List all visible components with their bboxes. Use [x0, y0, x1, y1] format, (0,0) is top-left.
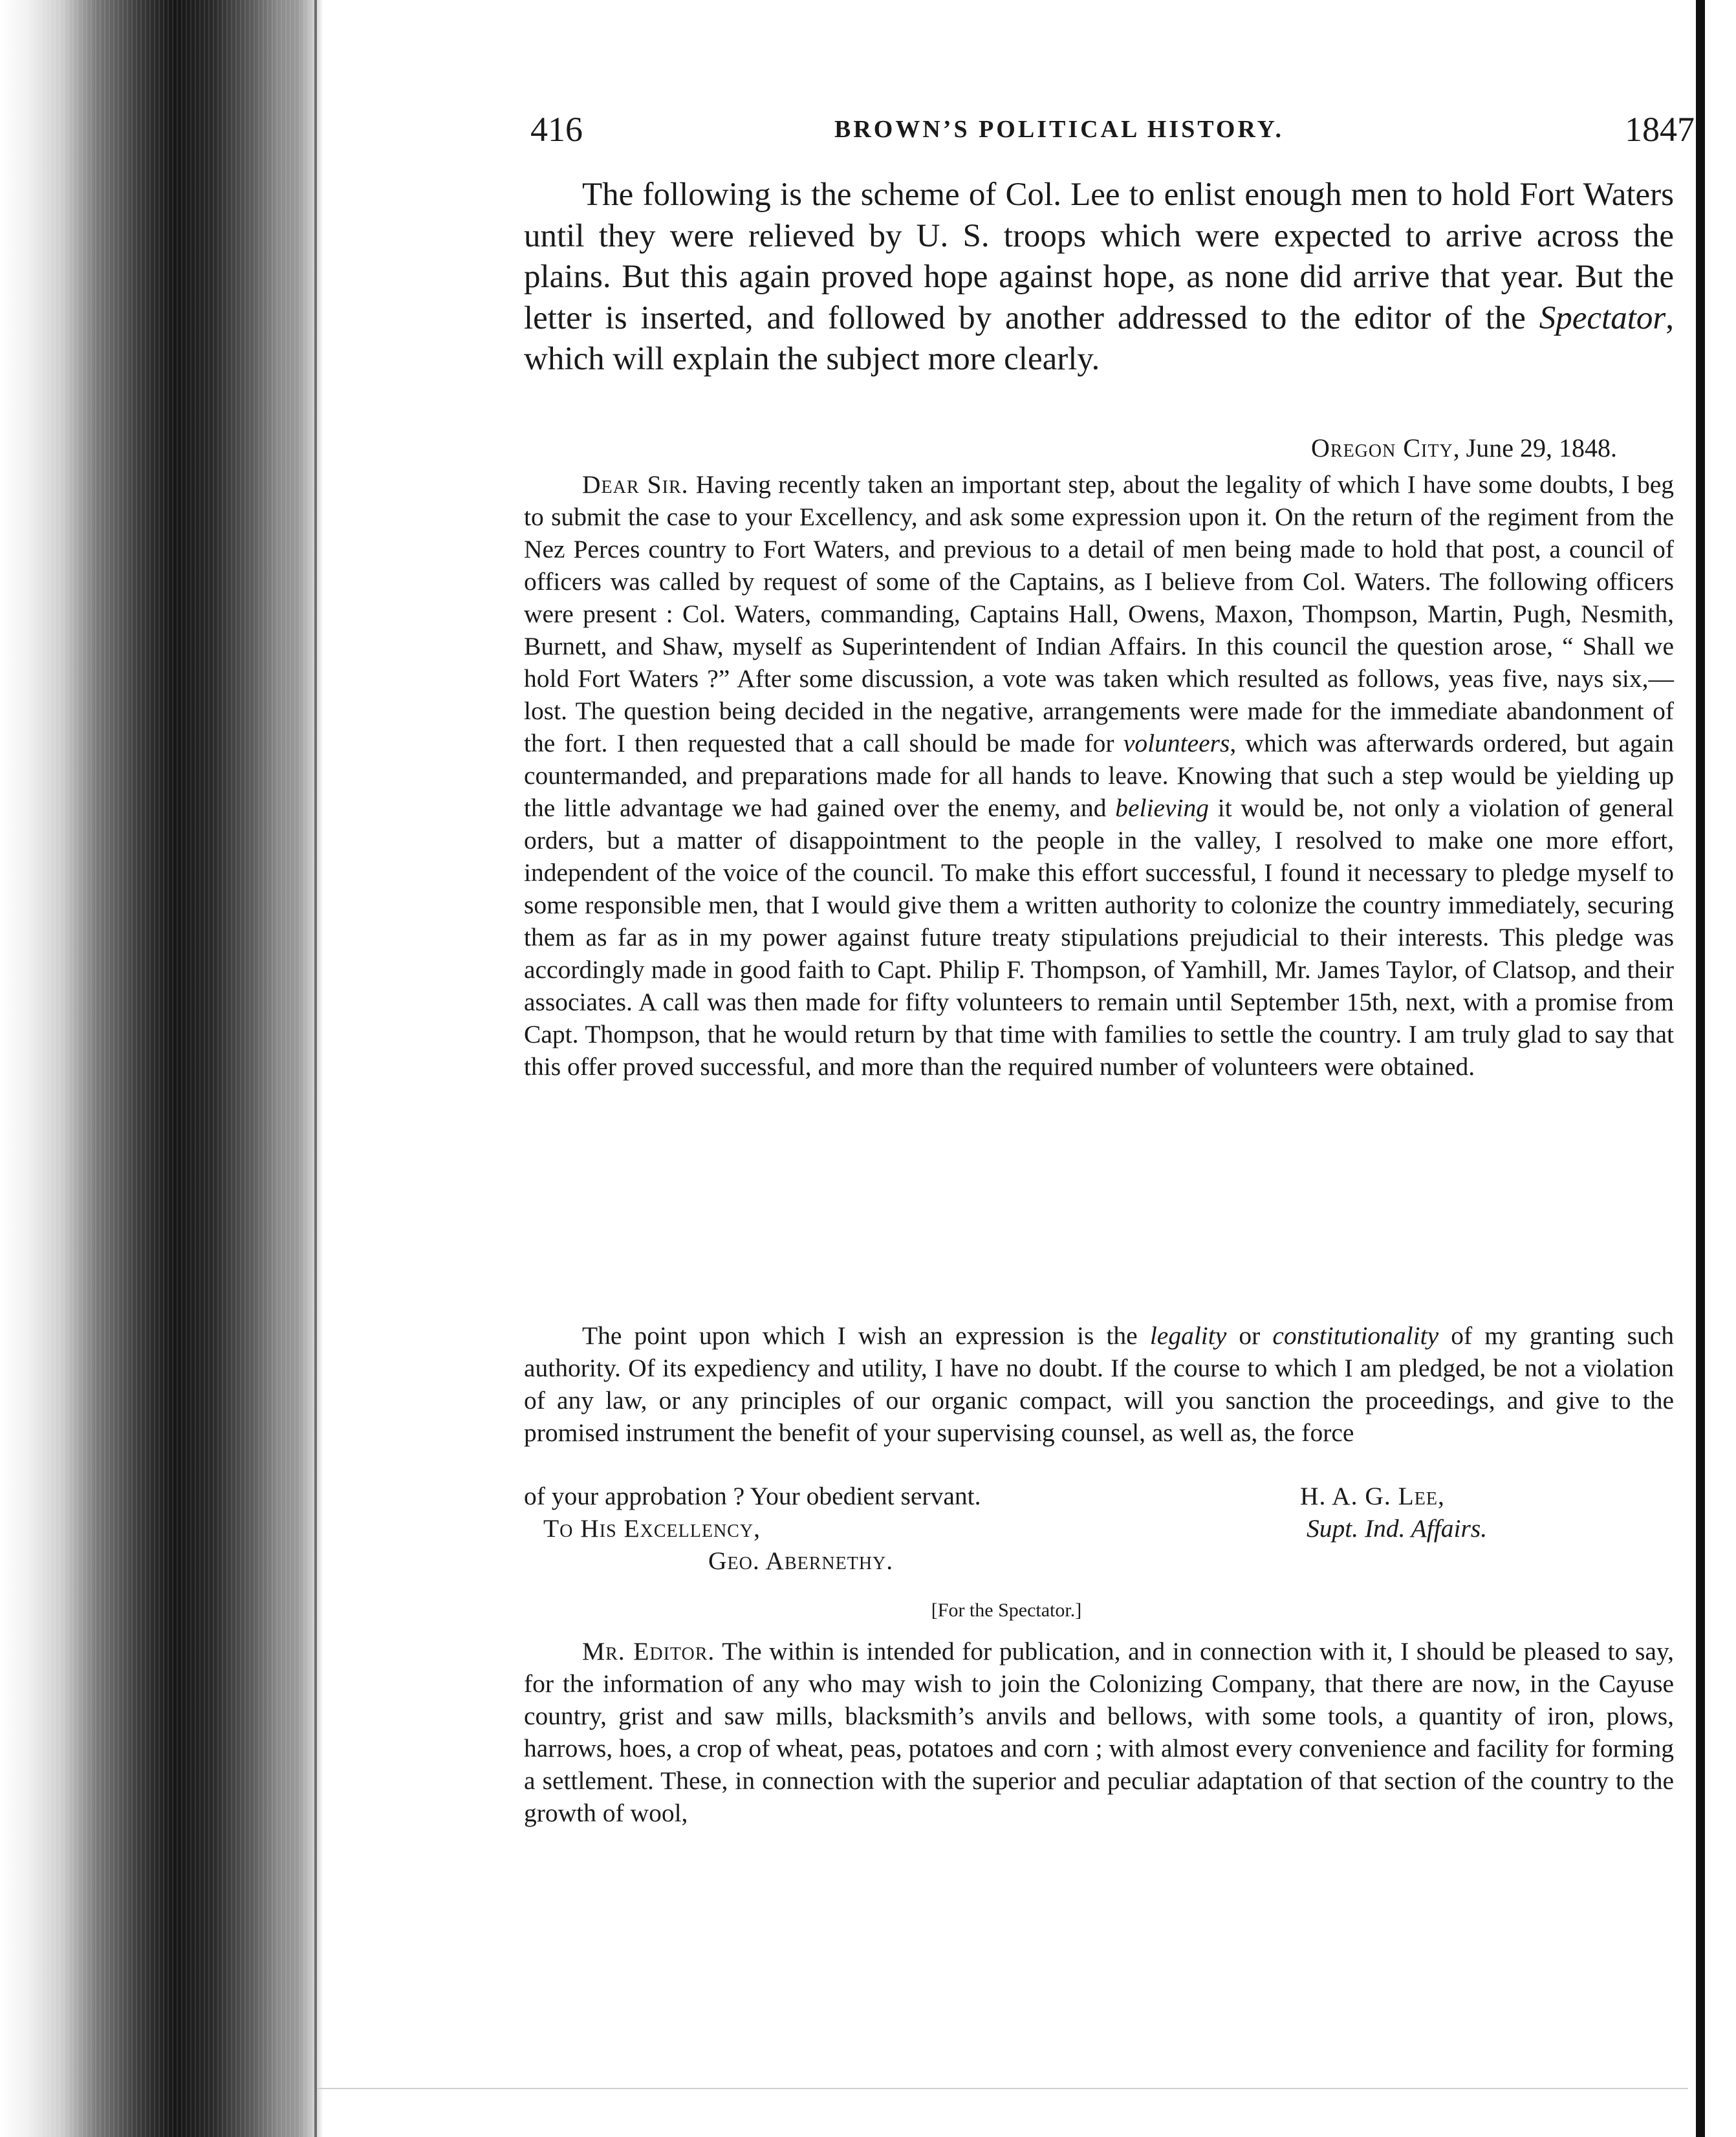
running-title: BROWN’S POLITICAL HISTORY. — [834, 116, 1285, 143]
letter-p1-text-b: , which was afterwards ordered, but again countermanded, and preparations made for all hands to leave. Knowing that such a step would be yielding up the little advantage we had gained over the enemy, and — [524, 729, 1674, 822]
signature-title: Supt. Ind. Affairs. — [1307, 1514, 1488, 1543]
editor-salutation: Mr. Editor. — [582, 1637, 715, 1665]
right-scan-border — [1696, 0, 1705, 2137]
header-year: 1847 — [1625, 110, 1695, 149]
editor-letter-text: The within is intended for publication, and in connection with it, I should be pleased to say, for the information of any who may wish to join the Colonizing Company, that there are now, in the Cayuse country, grist and saw mills, blacksmith’s anvils and bellows, with some tools, a quantity of iron, plows, harrows, hoes, a crop of wheat, peas, potatoes and corn ; with almost every convenience and facility for forming a settlement. These, in connection with the superior and peculiar adaptation of that section of the country to the growth of wool, — [524, 1637, 1674, 1827]
letter-p1-text-c: it would be, not only a violation of general orders, but a matter of disappointment to the people in the valley, I resolved to make one more effort, independent of the voice of the council. To make this effort successful, I found it necessary to pledge myself to some responsible men, that I would give them a written authority to colonize the country immediately, securing them as far as in my power against future treaty stipulations prejudicial to their interests. This pledge was accordingly made in good faith to Capt. Philip F. Thompson, of Yamhill, Mr. James Taylor, of Clatsop, and their associates. A call was then made for fifty volunteers to remain until September 15th, next, with a promise from Capt. Thompson, that he would return by that time with families to settle the country. I am truly glad to say that this offer proved successful, and more than the required number of volunteers were obtained. — [524, 794, 1674, 1081]
letter-paragraph-2 — [524, 1319, 1674, 1449]
signature-name: H. A. G. Lee, — [1300, 1482, 1445, 1510]
running-header — [530, 103, 1695, 155]
editor-letter-paragraph — [524, 1635, 1674, 1829]
intro-italic-spectator: Spectator — [1539, 299, 1666, 336]
letter-paragraph-1 — [524, 468, 1674, 1083]
dateline-place: Oregon City — [1311, 433, 1453, 462]
letter-dateline — [524, 432, 1617, 464]
letter-salutation: Dear Sir. — [582, 470, 689, 499]
page-number: 416 — [530, 110, 583, 149]
letter-p1-italic-believing: believing — [1115, 794, 1210, 822]
book-binding-edge — [0, 0, 323, 2137]
intro-paragraph — [524, 175, 1674, 380]
for-the-spectator-note: [For the Spectator.] — [931, 1600, 1082, 1621]
intro-text: The following is the scheme of Col. Lee to enlist enough men to hold Fort Waters until they were relieved by U. S. troops which were expected to arrive across the plains. But this again proved hope against hope, as none did arrive that year. But the letter is inserted, and followed by another addressed to the editor of the — [524, 177, 1674, 336]
dateline-date: , June 29, 1848. — [1453, 433, 1617, 462]
to-his-excellency: To His Excellency, — [543, 1514, 761, 1543]
book-page — [317, 0, 1696, 2137]
letter-p2-text-a: The point upon which I wish an expression is the — [582, 1321, 1150, 1350]
letter-p2-italic-legality: legality — [1149, 1321, 1227, 1350]
letter-p1-italic-volunteers: volunteers — [1123, 729, 1230, 757]
letter-p2-text-b: or — [1226, 1321, 1273, 1350]
intro-text-end: , which will explain the subject more clearly. — [524, 299, 1674, 377]
letter-p1-text-a: Having recently taken an important step, about the legality of which I have some doubts, I beg to submit the case to your Excellency, and ask some expression upon it. On the return of the regiment from the Nez Perces country to Fort Waters, and previous to a detail of men being made to hold that post, a council of officers was called by request of some of the Captains, as I believe from Col. Waters. The following officers were present : Col. Waters, commanding, Captains Hall, Owens, Maxon, Thompson, Martin, Pugh, Nesmith, Burnett, and Shaw, myself as Superintendent of Indian Affairs. In this council the question arose, “ Shall we hold Fort Waters ?” After some discussion, a vote was taken which resulted as follows, yeas five, nays six,—lost. The question being decided in the negative, arrangements were made for the immediate abandonment of the fort. I then requested that a call should be made for — [524, 470, 1674, 757]
addressee-name: Geo. Abernethy. — [708, 1546, 894, 1575]
letter-p2-text-c: of my granting such authority. Of its expediency and utility, I have no doubt. If the course to which I am pledged, be not a violation of any law, or any principles of our organic compact, will you sanction the proceedings, and give to the promised instrument the benefit of your supervising counsel, as well as, the force — [524, 1321, 1674, 1447]
letter-p2-italic-constitutionality: constitutionality — [1272, 1321, 1439, 1350]
closing-line: of your approbation ? Your obedient servant. — [524, 1482, 981, 1510]
